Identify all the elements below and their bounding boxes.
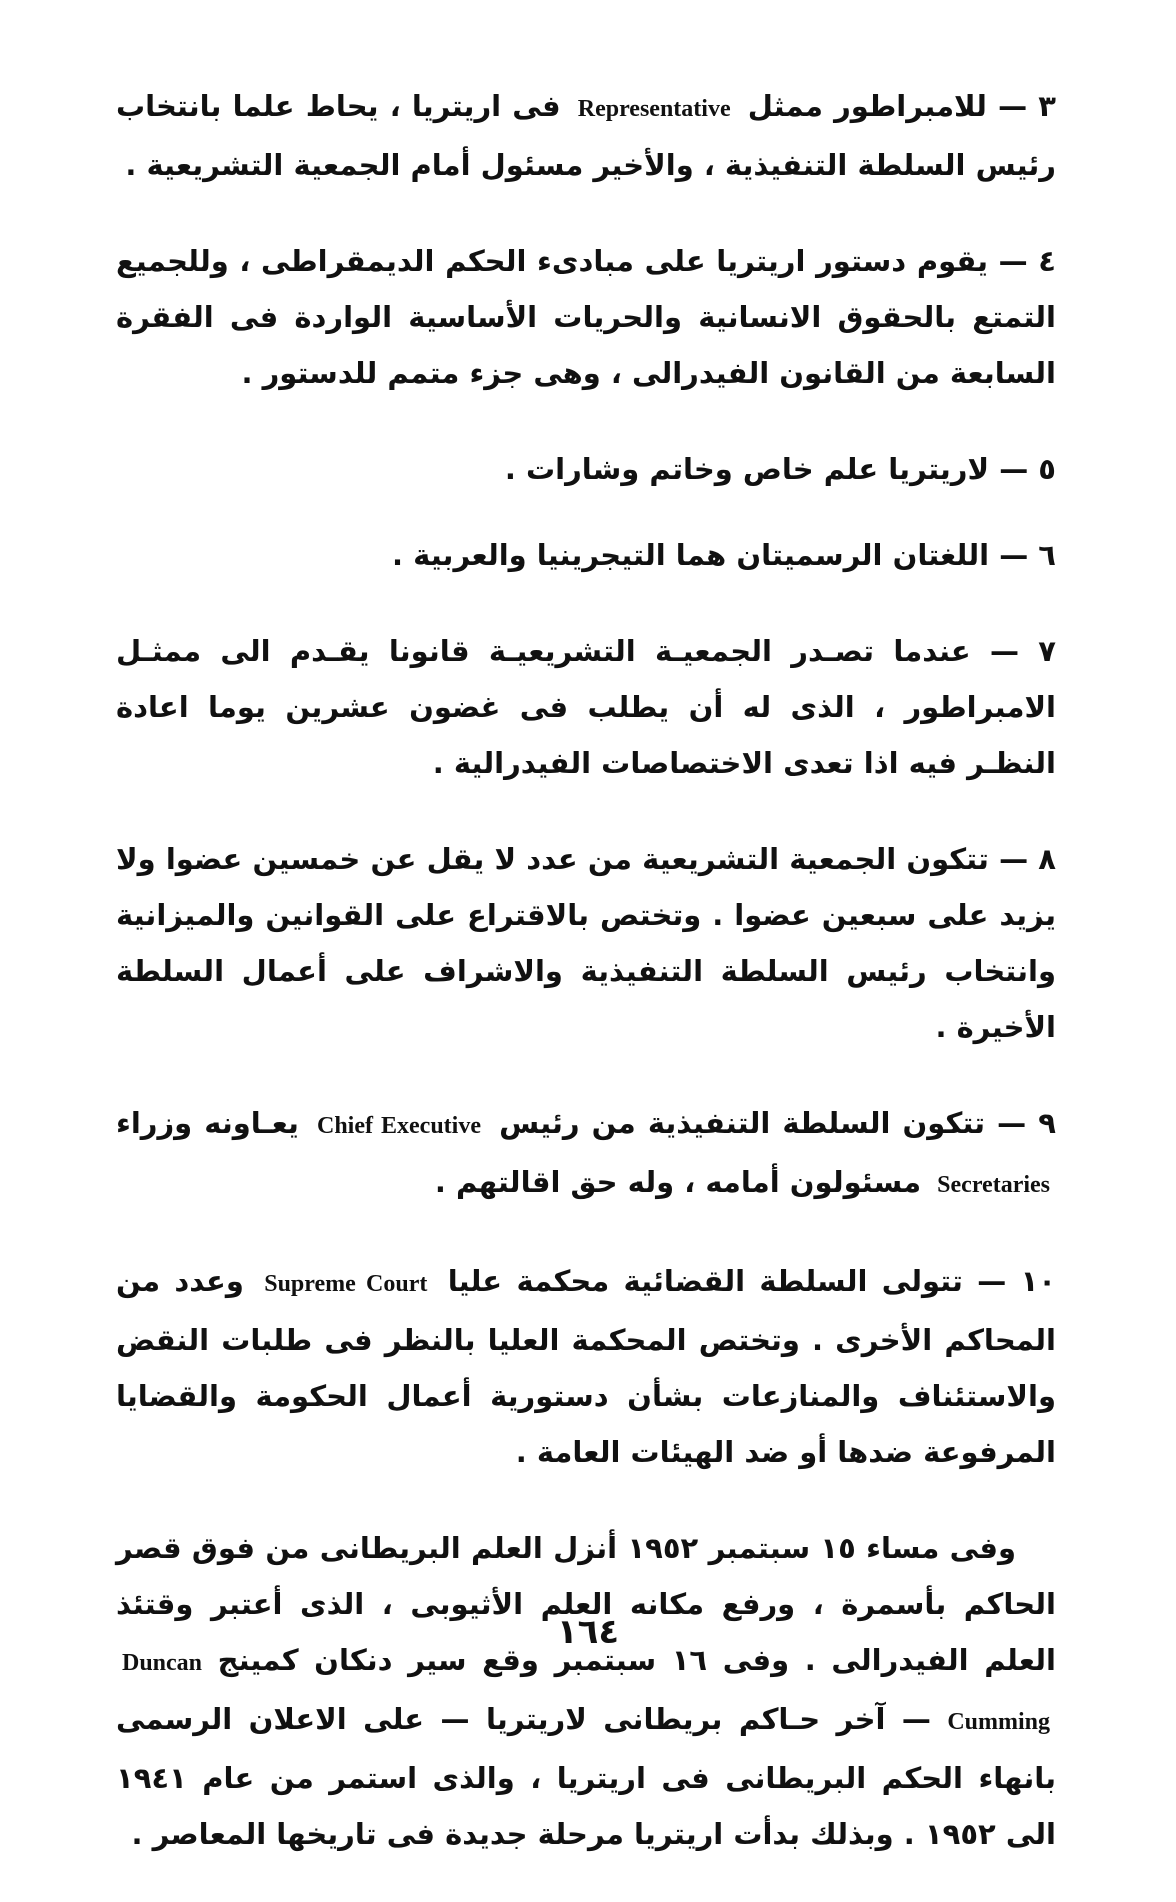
paragraph-text: ٩ — تتكون السلطة التنفيذية من رئيس bbox=[499, 1106, 1056, 1140]
paragraph-text: ٦ — اللغتان الرسميتان هما التيجرينيا والعربية . bbox=[392, 538, 1056, 572]
paragraph-article-10 bbox=[116, 1253, 1056, 1480]
paragraph-text: وفى مساء ١٥ سبتمبر ١٩٥٢ أنزل العلم البريطانى من فوق قصر الحاكم بأسمرة ، ورفع مكانه العلم الأثيوبى ، الذى أعتبر وقتئذ العلم الفيدرالى . وفى ١٦ سبتمبر وقع سير دنكان كمينج bbox=[116, 1531, 1056, 1677]
paragraph-text: ٧ — عندما تصـدر الجمعيـة التشريعيـة قانونا يقـدم الى ممثـل الامبراطور ، الذى له أن يطلب فى غضون عشرين يوما اعادة النظـر فيه اذا تعدى الاختصاصات الفيدرالية . bbox=[116, 634, 1056, 780]
latin-term: Supreme Court bbox=[264, 1271, 428, 1297]
paragraph-article-3 bbox=[116, 78, 1056, 193]
paragraph-text: وعدد من المحاكم الأخرى . وتختص المحكمة العليا بالنظر فى طلبات النقض والاستئناف والمنازعات بشأن دستورية أعمال الحكومة والقضايا المرفوعة ضدها أو ضد الهيئات العامة . bbox=[116, 1264, 1056, 1469]
latin-term: Chief Executive bbox=[317, 1113, 481, 1139]
paragraph-article-9 bbox=[116, 1095, 1056, 1213]
paragraph-article-4 bbox=[116, 233, 1056, 401]
paragraph-text: مسئولون أمامه ، وله حق اقالتهم . bbox=[434, 1165, 922, 1199]
paragraph-article-6 bbox=[116, 527, 1056, 583]
paragraph-article-8 bbox=[116, 831, 1056, 1055]
paragraph-text: ٤ — يقوم دستور اريتريا على مبادىء الحكم الديمقراطى ، وللجميع التمتع بالحقوق الانسانية والحريات الأساسية الواردة فى الفقرة السابعة من القانون الفيدرالى ، وهى جزء متمم للدستور . bbox=[116, 244, 1056, 390]
paragraph-closing bbox=[116, 1520, 1056, 1862]
page-number: ١٦٤ bbox=[556, 1612, 620, 1652]
paragraph-article-7 bbox=[116, 623, 1056, 791]
paragraph-text: ٨ — تتكون الجمعية التشريعية من عدد لا يقل عن خمسين عضوا ولا يزيد على سبعين عضوا . وتختص بالاقتراع على القوانين والميزانية وانتخاب رئيس السلطة التنفيذية والاشراف على أعمال السلطة الأخيرة . bbox=[116, 842, 1056, 1044]
paragraph-text: ١٠ — تتولى السلطة القضائية محكمة عليا bbox=[447, 1264, 1056, 1298]
paragraph-text: ٥ — لاريتريا علم خاص وخاتم وشارات . bbox=[504, 452, 1056, 486]
latin-term: Representative bbox=[577, 96, 731, 122]
latin-term: Duncan Cumming bbox=[122, 1650, 1050, 1735]
paragraph-text: يعـاونه وزراء bbox=[116, 1106, 299, 1140]
paragraph-text: ٣ — للامبراطور ممثل bbox=[747, 89, 1056, 123]
paragraph-text: فى اريتريا ، يحاط علما بانتخاب رئيس السلطة التنفيذية ، والأخير مسئول أمام الجمعية التشريعية . bbox=[116, 89, 1056, 182]
latin-term: Secretaries bbox=[937, 1172, 1050, 1198]
paragraph-article-5 bbox=[116, 441, 1056, 497]
paragraph-text: — آخر حـاكم بريطانى لاريتريا — على الاعلان الرسمى بانهاء الحكم البريطانى فى اريتريا ، والذى استمر من عام ١٩٤١ الى ١٩٥٢ . وبذلك بدأت اريتريا مرحلة جديدة فى تاريخها المعاصر . bbox=[116, 1702, 1056, 1851]
